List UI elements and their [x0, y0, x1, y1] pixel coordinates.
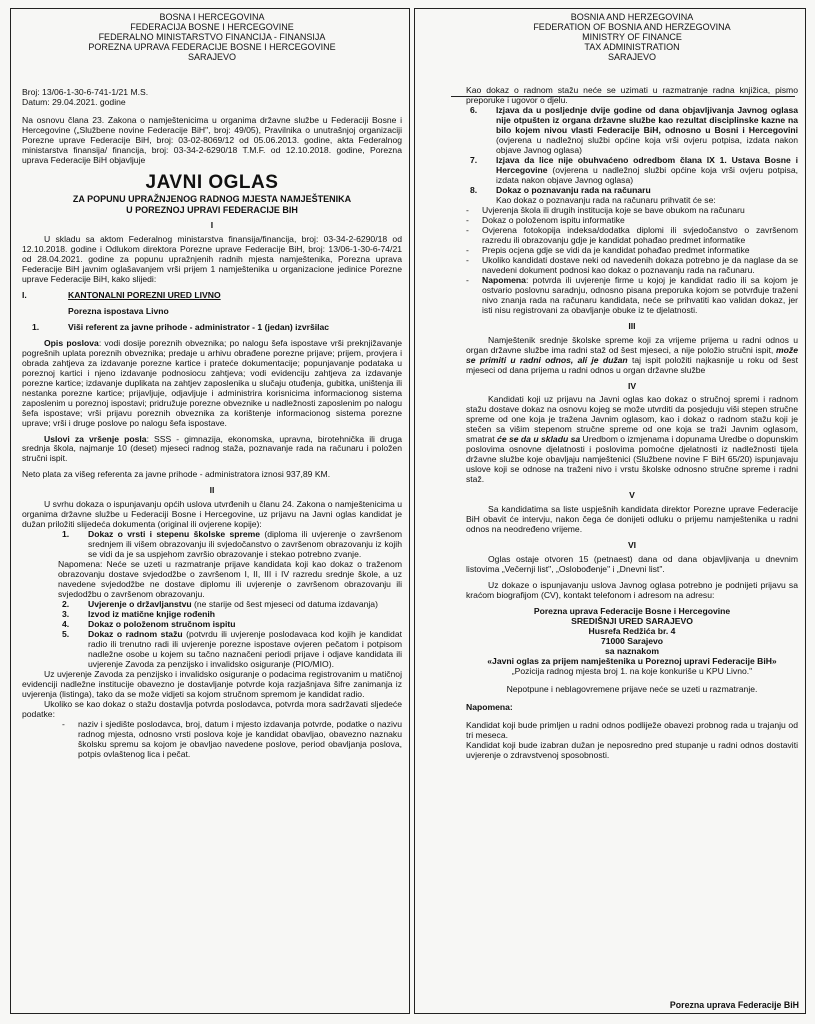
item-bold: Dokaz o radnom stažu	[88, 628, 183, 639]
header-line: FEDERATION OF BOSNIA AND HERZEGOVINA	[533, 22, 731, 33]
documents-list	[22, 600, 402, 670]
item-number: 2.	[62, 599, 70, 610]
header-line: BOSNA I HERCEGOVINA	[159, 12, 265, 22]
item-bold: Uvjerenje o državljanstvu	[88, 599, 192, 610]
item-bold: Dokaz o poznavanju rada na računaru	[496, 185, 651, 196]
notice-subtitle: U POREZNOJ UPRAVI FEDERACIJE BIH	[126, 204, 298, 215]
bullet-text: Ukoliko kandidati dostave neki od navedenih dokaza potrebno je da naglase da se navedeni dokument podnosi kao dokaz o poznavanju rada na računaru.	[482, 254, 798, 275]
header-line: BOSNIA AND HERZEGOVINA	[570, 12, 694, 22]
position-heading	[22, 323, 402, 333]
section-numeral: V	[629, 490, 635, 501]
header-line: POREZNA UPRAVA FEDERACIJE BOSNE I HERCEGOVINE	[88, 42, 336, 53]
address-line: Husrefa Redžića br. 4	[588, 625, 676, 636]
address-line: SREDIŠNJI URED SARAJEVO	[571, 615, 693, 626]
left-column	[22, 12, 402, 760]
emphasis-run: može se primiti u radni odnos, ali je dužan	[466, 344, 798, 365]
item-bold: Izvod iz matične knjige rođenih	[88, 609, 216, 620]
section-number: I.	[22, 289, 27, 300]
list-item: - Prepis ocjena gdje se vidi da je kandidat pohađao predmet informatike	[466, 246, 798, 256]
job-requirements	[22, 435, 402, 465]
section-6-paragraph: Oglas ostaje otvoren 15 (petnaest) dana od dana objavljivanja u dnevnim listovima „Večernji list", „Oslobođenje" i „Dnevni list".	[466, 554, 798, 575]
note-label: Napomena	[482, 274, 526, 285]
document-item	[62, 630, 402, 670]
address-line: «Javni oglas za prijem namještenika u Poreznoj upravi Federacije BiH»	[487, 655, 777, 666]
probation-note: Kandidat koji bude primljen u radni odnos podliježe obavezi probnog rada u trajanju od tri meseca.	[466, 719, 798, 740]
notice-title: JAVNI OGLAS	[145, 172, 279, 194]
item-bold: Dokaz o vrsti i stepenu školske spreme	[88, 529, 261, 540]
list-item: - Uvjerenja škola ili drugih institucija koje se bave obukom na računaru	[466, 206, 798, 216]
mailing-address	[466, 607, 798, 677]
item-text: (potvrdu ili uvjerenje poslodavaca kod kojih je kandidat radio ili trenutno radi ili uvjerenje porezne ispostave ovjeren pečatom i potpisom nadležne osobe u kojem su tačno naznačeni periodi prijave i odjave kandidata ili uvjerenje Zavoda za penzijsko i invalidsko osiguranje (PIO/MIO).	[88, 628, 402, 669]
document-item-6: 6. Izjava da u posljednje dvije godine od dana objavljivanja Javnog oglasa nije otpušten iz organa državne službe kao rezultat disciplinske kazne na bilo kojem nivou vlasti Federacije BiH, odnosno u Bosni i Hercegovini (ovjerena u nadležnoj službi općine koja vrši ovjeru potpisa, izdata nakon objave Javnog oglasa)	[470, 105, 798, 156]
header-line: TAX ADMINISTRATION	[584, 42, 680, 53]
documents-list	[22, 530, 402, 560]
certificate-bullet	[22, 720, 402, 760]
notice-subtitle: ZA POPUNU UPRAŽNJENOG RADNOG MJESTA NAMJEŠTENIKA	[72, 194, 352, 205]
section-2-intro: U svrhu dokaza o ispunjavanju općih uslova utvrđenih u članu 24. Zakona o namještenicima u organima državne službe u Federaciji Bosne i Hercegovine, uz prijavu na Javni oglas kandidat je dužan priložiti slijedeća dokumenta (original ili ovjerene kopije):	[22, 499, 402, 530]
right-column	[466, 12, 798, 761]
footer-signature: Porezna uprava Federacije BiH	[669, 999, 799, 1010]
list-item: - Napomena: potvrda ili uvjerenje firme u kojoj je kandidat radio ili sa kojom je ostvario poslovnu saradnju, odnosno pisana preporuka kojom se potvrđuje traženi nivo znanja rada na računaru kandidata, neće se prihvatiti kao validan dokaz, jer isti nisu registrovani za obavljanje obuke iz te djelatnosti.	[466, 274, 798, 315]
text-run: taj ispit položiti najkasnije u roku od šest mjeseci od dana prijema u radni odnos u organ državne službe	[466, 354, 798, 375]
item-number: 5.	[62, 628, 70, 639]
list-item: - Ovjerena fotokopija indeksa/dodatka diplomi ili svjedočanstvo o završenom razredu ili obrazovanju gdje je kandidat pohađao predmet informatike	[466, 224, 798, 245]
address-line: „Pozicija radnog mjesta broj 1. na koje konkuriše u KPU Livno."	[511, 665, 753, 676]
intro-paragraph: Na osnovu člana 23. Zakona o namještenicima u organima državne službe u Federaciji Bosne i Hercegovine („Službene novine Federacije BiH", broj: 49/05), Pravilnika o unutrašnjoj organizaciji Porezne uprave Federacije BiH, broj: 03-02-8069/12 od 05.06.2013. godine, akta Federalnog ministarstva finansija/ financija, broj: 03-34-2-6290/18 T.M.F. od 12.10.2018. godine, Porezna uprava Federacije BiH objavljuje	[22, 115, 402, 166]
text-run: Namještenik srednje školske spreme koji za vrijeme prijema u radni odnos u organ državne službe ima radni staž od šest mjeseci, a nije položio stručni ispit,	[466, 334, 798, 355]
section-numeral: VI	[627, 540, 637, 551]
document-date: Datum: 29.04.2021. godine	[22, 97, 126, 108]
office-section-heading	[22, 291, 402, 301]
bullet-text: Ovjerena fotokopija indeksa/dodatka diplomi ili svjedočanstvo o završenom razredu ili obrazovanju gdje je kandidat pohađao predmet informatike	[482, 224, 798, 245]
certificate-paragraph: Ukoliko se kao dokaz o stažu dostavlja potvrda poslodavca, potvrda mora sadržavati sljedeće podatke:	[22, 698, 402, 719]
address-line: Porezna uprava Federacije Bosne i Hercegovine	[533, 605, 731, 616]
section-5-paragraph: Sa kandidatima sa liste uspješnih kandidata direktor Porezne uprave Federacije BiH obavit će intervju, nakon čega će donijeti odluku o prijemu namještenika u radni odnos na neodređeno vrijeme.	[466, 504, 798, 535]
item-bold: Izjava da lice nije obuhvaćeno odredbom člana IX 1. Ustava Bosne i Hercegovine	[496, 155, 798, 176]
document-item	[62, 530, 402, 560]
bullet-text: naziv i sjedište poslodavca, broj, datum i mjesto izdavanja potvrde, podatke o nazivu radnog mjesta, odnosno vrsti poslova koje je kandidat obavljao, obavezno naznaku školsku spremu sa kojom je obavljao navedene poslove, period obavljanja poslova, potpis ovlaštenog lica i pečat.	[78, 718, 402, 759]
item-text: (ovjerena u nadležnoj službi općine koja vrši ovjeru potpisa, izdata nakon objave Javnog oglasa)	[496, 165, 798, 186]
document-number: Broj: 13/06-1-30-6-741-1/21 M.S.	[22, 87, 149, 98]
section-3-paragraph	[466, 336, 798, 376]
header-line: SARAJEVO	[607, 52, 656, 63]
header-local	[22, 12, 402, 62]
incomplete-note: Nepotpune i neblagovremene prijave neće se uzeti u razmatranje.	[506, 683, 758, 694]
section-1-paragraph: U skladu sa aktom Federalnog ministarstva finansija/financija, broj: 03-34-2-6290/18 od 12.10.2018. godine i Odlukom direktora Porezne uprave Federacije BiH, broj: 13/06-1-30-6-74/21 od 28.04.2021. godine za popunu upražnjenih radnih mjesta namještenika, Porezna uprava Federacije BiH javnim oglašavanjem vrši prijem 1 namještenika u organizacione jedinice Porezne uprave Federacije BiH, kako slijedi:	[22, 234, 402, 284]
document-meta	[22, 88, 402, 108]
job-description	[22, 339, 402, 429]
document-item-8: 8. Dokaz o poznavanju rada na računaru Kao dokaz o poznavanju rada na računaru prihvatit će se:	[470, 185, 716, 206]
section-title: KANTONALNI POREZNI URED LIVNO	[68, 289, 221, 300]
application-paragraph: Uz dokaze o ispunjavanju uslova Javnog oglasa potrebno je podnijeti prijavu sa kraćom biografijom (CV), kontakt telefonom i adresom na adresu:	[466, 579, 798, 600]
item-number: 1.	[62, 529, 70, 540]
item-text: (ovjerena u nadležnoj službi općine koja vrši ovjeru potpisa, izdata nakon objave Javnog oglasa)	[496, 135, 798, 156]
item-number: 4.	[62, 618, 70, 629]
salary-paragraph: Neto plata za višeg referenta za javne prihode - administratora iznosi 937,89 KM.	[22, 469, 331, 480]
section-numeral: II	[209, 485, 215, 496]
document-item-7: 7. Izjava da lice nije obuhvaćeno odredbom člana IX 1. Ustava Bosne i Hercegovine (ovjerena u nadležnoj službi općine koja vrši ovjeru potpisa, izdata nakon objave Javnog oglasa)	[470, 155, 798, 186]
header-line: FEDERACIJA BOSNE I HERCEGOVINE	[130, 22, 294, 33]
item-text: Kao dokaz o poznavanju rada na računaru prihvatit će se:	[496, 195, 716, 206]
pension-paragraph: Uz uvjerenje Zavoda za penzijsko i invalidsko osiguranje o podacima registrovanim u matičnoj evidenciji nadležne institucije obavezno je dostavljanje potvrde koja razjašnjava šifre zanimanja iz uvjerenja (listinga), tako da se može vidjeti sa kojom stručnom spremom je kandidat radio.	[22, 668, 402, 699]
address-line: 71000 Sarajevo	[600, 635, 664, 646]
list-item: - Ukoliko kandidati dostave neki od navedenih dokaza potrebno je da naglase da se navedeni dokument podnosi kao dokaz o poznavanju rada na računaru.	[466, 254, 798, 275]
section-numeral: III	[628, 320, 636, 331]
list-item: - Dokaz o položenom ispitu informatike	[466, 216, 798, 226]
bullet-text: Uvjerenja škola ili drugih institucija koje se bave obukom na računaru	[482, 205, 745, 216]
item-text: (ne starije od šest mjeseci od datuma izdavanja)	[191, 599, 378, 610]
text-run: Uredbom o izmjenama i dopunama Uredbe o dopunskim poslovima osnovne djelatnosti i poslovima pomoćne djelatnosti iz nadležnosti tijela državne službe koje obavljaju namještenici (Službene novine F BiH 65/20) ispunjavaju uslove koji se odnose na traženi nivo i vrstu školske odnosno stručne spreme i radni staž.	[466, 434, 798, 485]
education-note: Napomena: Neće se uzeti u razmatranje prijave kandidata koji kao dokaz o traženom obrazovanju dostave svjedodžbe o završenom I, II, III i IV razredu srednje škole, a uz navedene svjedodžbe ne dostave diplomu ili uvjerenje o završenom obrazovanju ili svjedodžbu o završenom obrazovanju.	[58, 559, 402, 600]
work-book-note: Kao dokaz o radnom stažu neće se uzimati u razmatranje radna knjižica, pismo preporuke i ugovor o djelu.	[466, 85, 798, 106]
bullet-text: Prepis ocjena gdje se vidi da je kandidat pohađao predmet informatike	[482, 244, 750, 255]
header-english	[466, 12, 798, 62]
position-title: Viši referent za javne prihode - administrator - 1 (jedan) izvršilac	[68, 321, 330, 332]
job-description-label: Opis poslova	[44, 337, 99, 348]
position-number: 1.	[32, 321, 40, 332]
requirements-label: Uslovi za vršenje posla	[44, 433, 147, 444]
address-line: sa naznakom	[605, 645, 659, 656]
office-name: Porezna ispostava Livno	[68, 305, 169, 316]
health-note: Kandidat koji bude izabran dužan je neposredno pred stupanje u radni odnos dostaviti uvjerenje o zdravstvenoj sposobnosti.	[466, 739, 798, 760]
section-numeral: IV	[627, 380, 637, 391]
bullet-text: Dokaz o položenom ispitu informatike	[482, 214, 625, 225]
header-line: FEDERALNO MINISTARSTVO FINANCIJA - FINANSIJA	[98, 32, 326, 43]
section-numeral: I	[210, 220, 214, 231]
text-run: Kandidati koji uz prijavu na Javni oglas kao dokaz o stručnoj spremi i radnom stažu dostave dokaz na osnovu kojeg se može utvrditi da posjeduju viši stepen stručne spreme od one koja je tražena Javnim oglasom, kao i dokaz o radnom stažu koji je stečen sa višim stepenom stručne spreme od one koja se traži Javnim oglasom, smatrat	[466, 394, 798, 445]
item-text: (diploma ili uvjerenje o završenom srednjem ili višem obrazovanju ili svjedočanstvo o završenom obrazovanju iz kojih se vidi da je sa uspjehom završio obrazovanje i stekao potrebno zvanje.	[88, 529, 403, 560]
item-bold: Dokaz o položenom stručnom ispitu	[88, 618, 236, 629]
header-line: SARAJEVO	[187, 52, 236, 63]
requirements-text: : SSS - gimnazija, ekonomska, upravna, birotehnička ili druga srednja škola, najmanje 10 (deset) mjeseci radnog staža, poznavanje rada na računaru i položen stručni ispit.	[22, 433, 403, 464]
computer-proof-list	[466, 206, 798, 316]
emphasis-run: će se da u skladu sa	[494, 434, 581, 445]
item-bold: Izjava da u posljednje dvije godine od dana objavljivanja Javnog oglasa nije otpušten iz organa državne službe kao rezultat disciplinske kazne na bilo kojem nivou vlasti Federacije BiH, odnosno u Bosni i Hercegovini	[496, 105, 798, 136]
job-description-text: : vodi dosije poreznih obveznika; po nalogu šefa ispostave vrši preknjižavanje pogrešnih uplata poreznih obveznika; predaje u arhivu obrađene porezne prijave; prijem, provjera i obrada zahtjeva za izdavanje porezne kartice i prateće dokumentacije; popunjavanje podataka u poreznoj kartici i njeno izdavanje podnosiocu zahtjeva; vodi evidenciju zahtjeva za izdavanje porezne kartice; izdavanje duplikata na zahtjev zaposlenika u slučaju otuđenja, gubitka, uništenja ili nestanka porezne kartice; prijavljuje, odjavljuje i administrira korisnicima informacionog sistema zaposlenim u poreznoj ispostavi; pridružuje porezne obveznike u nadležnosti zaposlenim po nalogu šefa ispostave; vrši prijavu poreznih obveznika za korištenje informacionog sistema porezne uprave; vrši i druge poslove po nalogu šefa ispostave.	[22, 337, 402, 428]
bullet-dash: -	[62, 718, 65, 729]
header-line: MINISTRY OF FINANCE	[582, 32, 682, 43]
item-number: 3.	[62, 609, 70, 620]
section-4-paragraph	[466, 395, 798, 485]
note-text: : potvrda ili uvjerenje firme u kojoj je kandidat radio ili sa kojom je ostvario poslovnu saradnju, odnosno pisana preporuka kojom se potvrđuje traženi nivo znanja rada na računaru kandidata, neće se prihvatiti kao validan dokaz, jer isti nisu registrovani za obavljanje obuke iz te djelatnosti.	[482, 274, 798, 315]
note-heading: Napomena:	[466, 701, 513, 712]
